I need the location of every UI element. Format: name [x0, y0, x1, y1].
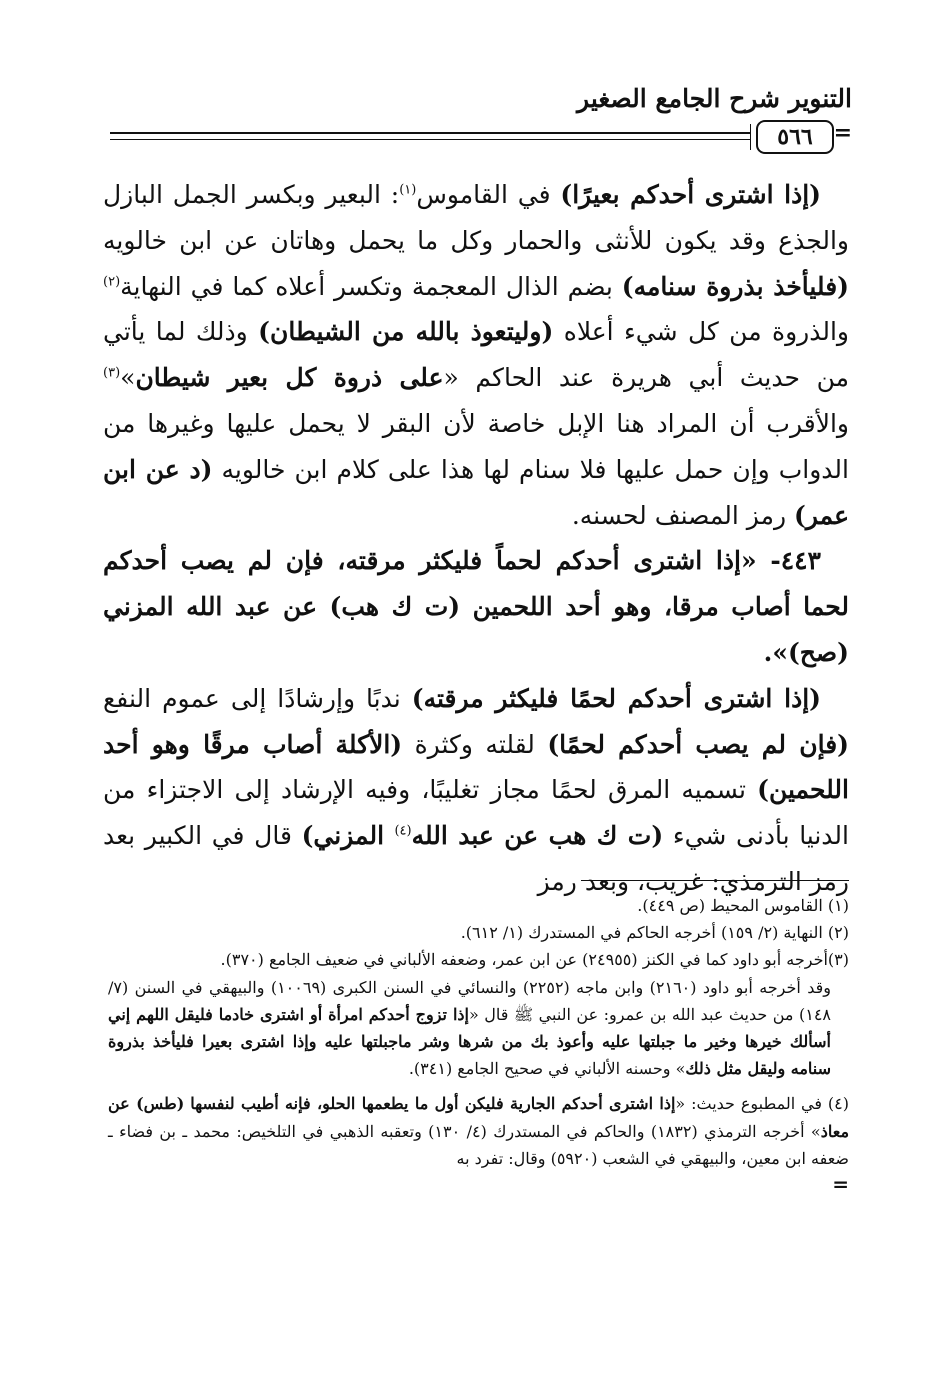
- footnote-ref: (٤): [394, 823, 412, 839]
- main-text: [103, 172, 849, 905]
- text-run: قال في الكبير بعد رمز الترمذي: غريب، وبعد رمز: [103, 821, 849, 896]
- text-run: (طس) عن معاذ: [108, 1094, 850, 1141]
- text-run: (٢) النهاية (٢/ ١٥٩) أخرجه الحاكم في المستدرك (١/ ٦١٢).: [460, 923, 849, 943]
- footnote-4: [108, 1090, 849, 1172]
- text-run: على ذروة كل بعير شيطان: [135, 363, 444, 393]
- text-run: (إذا اشترى أحدكم بعيرًا): [560, 180, 821, 209]
- text-run: ٤٤٣- «إذا اشترى أحدكم لحماً فليكثر مرقته، فإن لم يصب أحدكم لحما أصاب مرقا، وهو أحد اللحمين (ت ك هب) عن عبد الله المزني (صح)».: [103, 546, 849, 667]
- text-run: والذروة من كل شيء أعلاه: [553, 317, 849, 347]
- text-run: : البعير وبكسر الجمل البازل والجذع وقد يكون للأنثى والحمار وكل ما يحمل وهاتان عن ابن خالويه: [103, 180, 849, 255]
- text-run: (إذا اشترى أحدكم لحمًا فليكثر مرقته): [411, 683, 821, 713]
- footnote-3: [108, 946, 849, 973]
- footnote-continuation-mark: =: [832, 1172, 849, 1197]
- commentary-paragraph-443: [103, 676, 849, 905]
- text-run: (فليأخذ بذروة سنامه): [621, 271, 849, 301]
- page-number-box: [756, 120, 834, 154]
- text-run: تسميه المرق لحمًا مجاز تغليبًا، وفيه الإرشاد إلى الاجتزاء من الدنيا بأدنى شيء: [103, 775, 849, 851]
- text-run: (د عن ابن عمر): [103, 454, 849, 530]
- footnote-1: [108, 892, 849, 919]
- text-run: المزني): [301, 821, 395, 851]
- text-run: ندبًا وإرشادًا إلى عموم النفع: [103, 683, 412, 713]
- text-run: إذا اشترى أحدكم الجارية فليكن أول ما يطعمها الحلو، فإنه أطيب لنفسها: [190, 1094, 676, 1114]
- header-rule-bottom: [110, 139, 750, 140]
- header-continuation-mark: =: [833, 120, 852, 146]
- text-run: (فإن لم يصب أحدكم لحمًا): [547, 729, 849, 759]
- text-run: (ت ك هب عن عبد الله: [411, 821, 664, 851]
- text-run: بضم الذال المعجمة وتكسر أعلاه كما في النهاية: [120, 271, 622, 301]
- text-run: (٣)أخرجه أبو داود كما في الكنز (٢٤٩٥٥) عن ابن عمر، وضعفه الألباني في ضعيف الجامع (٣٧٠).: [220, 950, 849, 970]
- text-run: » وحسنه الألباني في صحيح الجامع (٣٤١).: [408, 1059, 686, 1079]
- footnote-separator: [581, 880, 849, 881]
- text-run: (٤) في المطبوع حديث: «: [675, 1094, 849, 1114]
- header-rule-top: [110, 132, 750, 134]
- text-run: إذا تزوج أحدكم امرأة أو اشترى خادما فليقل اللهم إني أسألك خيرها وخير ما جبلتها عليه وأعوذ بك من شرها وشر ماجبلتها عليه وإذا اشترى بعيرا فليأخذ بذروة سنامه وليقل مثل ذلك: [108, 1004, 832, 1079]
- text-run: وقد أخرجه أبو داود (٢١٦٠) وابن ماجه (٢٢٥٢) والنسائي في السنن الكبرى (١٠٠٦٩) والبيهقي في السنن (٧/ ١٤٨) من حديث عبد الله بن عمرو: عن النبي ﷺ قال «: [108, 977, 831, 1024]
- text-run: (١) القاموس المحيط (ص ٤٤٩).: [637, 896, 849, 915]
- footnotes: [108, 892, 849, 1196]
- footnote-ref: (٣): [103, 365, 121, 381]
- text-run: » أخرجه الترمذي (١٨٣٢) والحاكم في المستدرك (٤/ ١٣٠) وتعقبه الذهبي في التلخيص: محمد ـ بن فضاء ـ ضعفه ابن معين، والبيهقي في الشعب (٥٩٢٠) وقال: تفرد به: [108, 1121, 849, 1168]
- text-run: وذلك لما يأتي من حديث أبي هريرة عند الحاكم «: [103, 317, 849, 393]
- text-run: (الأكلة أصاب مرقًا وهو أحد اللحمين): [103, 729, 849, 805]
- footnote-ref: (١): [399, 182, 417, 198]
- text-run: والأقرب أن المراد هنا الإبل خاصة لأن البقر لا يحمل عليها وغيرها من الدواب وإن حمل عليها فلا سنام لها هذا على كلام ابن خالويه: [103, 408, 849, 484]
- text-run: في القاموس: [416, 180, 561, 209]
- text-run: رمز المصنف لحسنه.: [571, 500, 794, 530]
- hadith-443-paragraph: [103, 538, 849, 675]
- footnote-ref: (٢): [103, 274, 121, 290]
- page-number: ٥٦٦: [777, 124, 813, 150]
- commentary-paragraph: [103, 172, 849, 538]
- footnote-2: [108, 919, 849, 946]
- text-run: (وليتعوذ بالله من الشيطان): [258, 317, 554, 347]
- running-header-title: التنوير شرح الجامع الصغير: [577, 84, 852, 113]
- text-run: لقلته وكثرة: [402, 729, 548, 759]
- footnote-3-continued: [108, 974, 849, 1083]
- text-run: »: [120, 363, 136, 393]
